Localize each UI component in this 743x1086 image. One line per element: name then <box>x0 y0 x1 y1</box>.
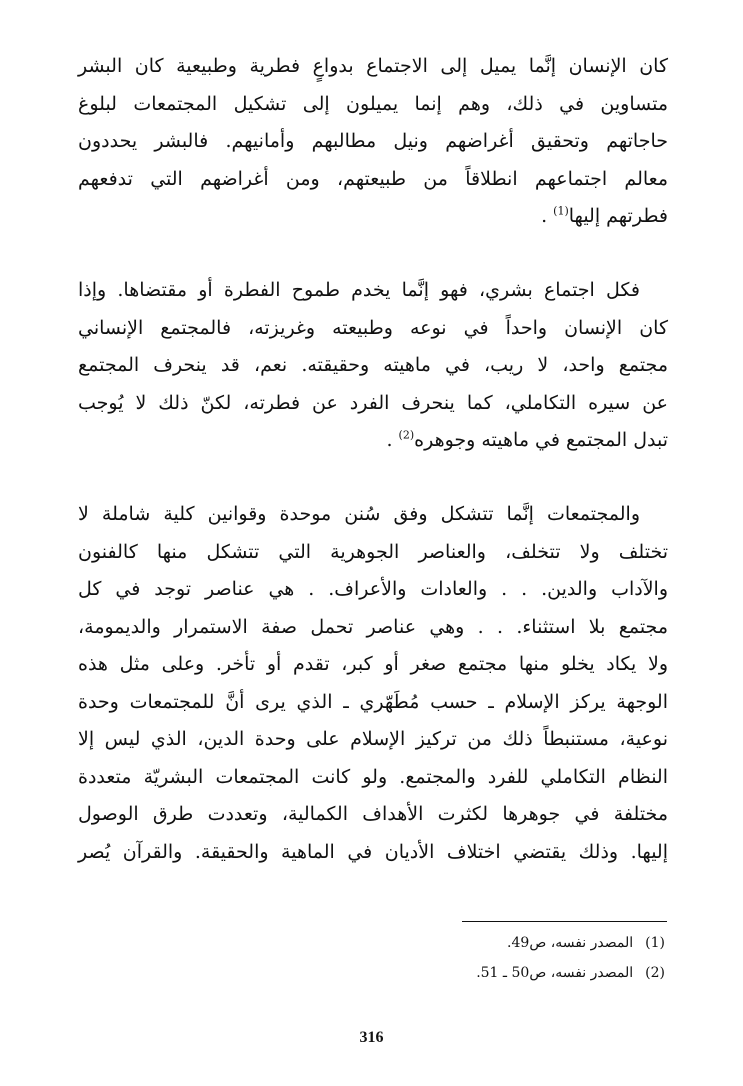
text-line: متساوين في ذلك، وهم إنما يميلون إلى تشكيل المجتمعات لبلوغ <box>78 92 668 115</box>
text-line: كان الإنسان إنَّما يميل إلى الاجتماع بدواعٍ فطرية وطبيعية كان البشر <box>78 55 668 77</box>
text-line: ولا يكاد يخلو منها مجتمع صغر أو كبر، تقدم أو تأخر. وعلى مثل هذه <box>78 653 668 675</box>
footnote-ref-2[interactable]: (2) <box>398 428 415 442</box>
text-line: معالم اجتماعهم انطلاقاً من طبيعتهم، ومن أغراضهم التي تدفعهم <box>78 167 668 190</box>
text-line: كان الإنسان واحداً في نوعه وطبيعته وغريزته، فالمجتمع الإنساني <box>78 316 668 339</box>
footnote-text: المصدر نفسه، ص49. <box>507 935 634 951</box>
text-line-last <box>78 198 668 236</box>
footnote-text: المصدر نفسه، ص50 ـ 51. <box>476 965 634 981</box>
text-line: مختلفة في جوهرها لكثرت الأهداف الكمالية، وتعددت طرق الوصول <box>78 803 668 825</box>
text-line-content: تبدل المجتمع في ماهيته وجوهره <box>414 429 668 451</box>
paragraph-1 <box>78 48 668 236</box>
text-line: عن سيره التكاملي، كما ينحرف الفرد عن فطرته، لكنّ ذلك لا يُوجب <box>78 391 668 414</box>
text-line: حاجاتهم وتحقيق أغراضهم ونيل مطالبهم وأمانيهم. فالبشر يحددون <box>78 130 668 152</box>
text-line: الوجهة يركز الإسلام ـ حسب مُطَهّري ـ الذي يرى أنَّ للمجتمعات وحدة <box>78 690 668 713</box>
footnote-2 <box>265 958 665 988</box>
footnote-1 <box>265 928 665 958</box>
text-line: والمجتمعات إنَّما تتشكل وفق سُنن موحدة وقوانين كلية شاملة لا <box>78 503 640 525</box>
page-number: 316 <box>359 1029 384 1046</box>
end-mark: . <box>541 205 548 227</box>
text-line: مجتمع واحد، لا ريب، في ماهيته وحقيقته. نعم، قد ينحرف المجتمع <box>78 354 668 376</box>
text-line: مجتمع بلا استثناء. . . وهي عناصر تحمل صفة الاستمرار والديمومة، <box>78 615 668 638</box>
text-line-content: فطرتهم إليها <box>568 205 668 227</box>
text-line: نوعية، مستنبطاً ذلك من تركيز الإسلام على وحدة الدين، الذي ليس إلا <box>78 728 668 750</box>
text-line: النظام التكاملي للفرد والمجتمع. ولو كانت المجتمعات البشريّة متعددة <box>78 765 668 788</box>
footnote-divider <box>462 921 667 922</box>
text-line: تختلف ولا تتخلف، والعناصر الجوهرية التي تتشكل منها كالفنون <box>78 540 668 563</box>
paragraph-2 <box>78 272 668 460</box>
footnote-number: (1) <box>645 935 665 951</box>
footnote-number: (2) <box>645 965 665 981</box>
text-line-last <box>78 422 668 460</box>
footnote-ref-1[interactable]: (1) <box>553 204 569 218</box>
text-line: فكل اجتماع بشري، فهو إنَّما يخدم طموح الفطرة أو مقتضاها. وإذا <box>78 279 640 301</box>
text-line: والآداب والدين. . . والعادات والأعراف. . هي عناصر توجد في كل <box>78 578 668 600</box>
text-line: إليها. وذلك يقتضي اختلاف الأديان في الماهية والحقيقة. والقرآن يُصر <box>78 840 668 863</box>
end-mark: . <box>386 429 393 451</box>
paragraph-3 <box>78 496 668 871</box>
footnotes <box>265 928 665 988</box>
